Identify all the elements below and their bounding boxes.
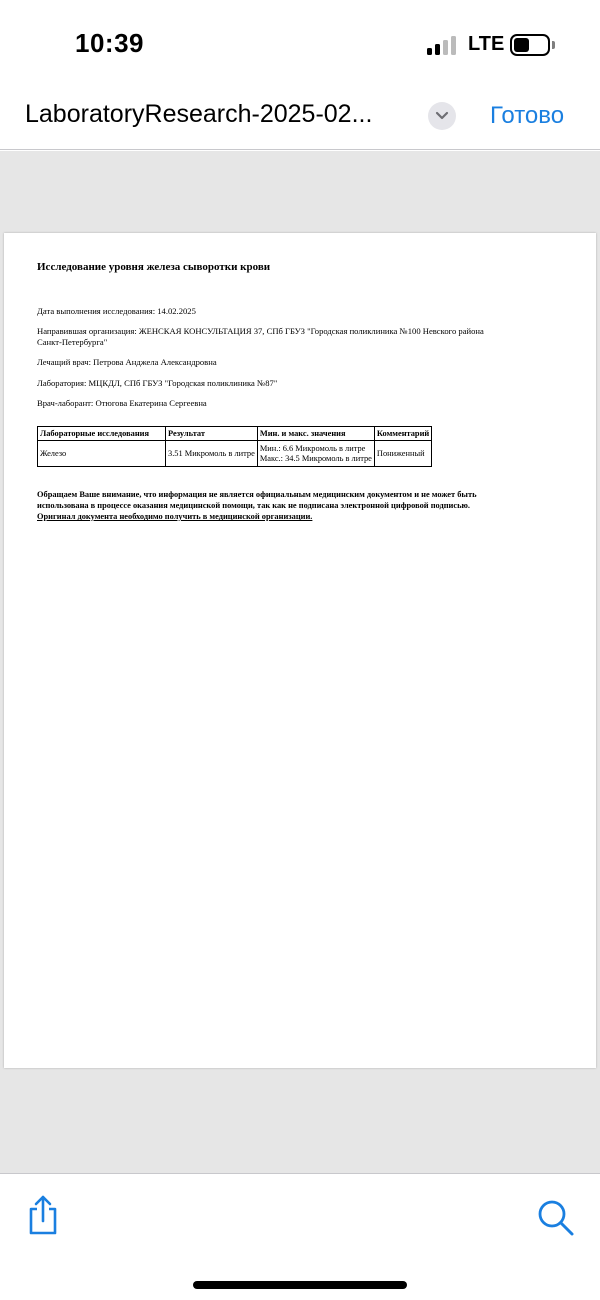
laboratory-line: Лаборатория: МЦКДЛ, СПб ГБУЗ "Городская поликлиника №87" (37, 378, 278, 388)
header-result: Результат (166, 427, 258, 441)
cell-range (257, 441, 374, 467)
doctor-line: Лечащий врач: Петрова Анджела Александровна (37, 357, 217, 367)
date-line: Дата выполнения исследования: 14.02.2025 (37, 306, 196, 316)
lab-doctor-line: Врач-лаборант: Отюгова Екатерина Сергеевна (37, 398, 207, 408)
header-comment: Комментарий (374, 427, 431, 441)
done-button[interactable]: Готово (490, 102, 565, 129)
table-header-row (38, 427, 432, 441)
results-table (37, 426, 432, 467)
status-time: 10:39 (75, 28, 144, 58)
battery-cap (552, 41, 555, 49)
range-max: Макс.: 34.5 Микромоль в литре (259, 453, 372, 463)
cell-test: Железо (38, 441, 166, 467)
disclaimer-notice (37, 489, 557, 522)
table-row (38, 441, 432, 467)
search-icon (536, 1198, 576, 1238)
home-indicator[interactable] (193, 1281, 407, 1289)
header-test: Лабораторные исследования (38, 427, 166, 441)
notice-line-2: использована в процессе оказания медицинской помощи, так как не подписана электронной цифровой подписью. (37, 501, 470, 510)
search-button[interactable] (536, 1198, 576, 1238)
header-range: Мин. и макс. значения (257, 427, 374, 441)
organization-line-2: Санкт-Петербурга" (37, 337, 108, 347)
cellular-signal-icon (427, 35, 459, 55)
document-title[interactable]: LaboratoryResearch-2025-02... (25, 100, 373, 128)
document-viewer[interactable] (0, 151, 600, 1173)
network-type: LTE (468, 33, 505, 55)
notice-line-3: Оригинал документа необходимо получить в медицинской организации. (37, 512, 313, 521)
battery-icon (510, 34, 550, 56)
notice-line-1: Обращаем Ваше внимание, что информация не является официальным медицинским документом и не может быть (37, 490, 477, 499)
bottom-toolbar (0, 1173, 600, 1300)
chevron-down-icon[interactable] (428, 102, 456, 130)
navigation-bar (0, 90, 600, 150)
cell-comment: Пониженный (374, 441, 431, 467)
range-min: Мин.: 6.6 Микромоль в литре (259, 443, 366, 453)
pdf-page (4, 233, 596, 1068)
status-bar (0, 0, 600, 90)
document-heading: Исследование уровня железа сыворотки крови (37, 261, 271, 273)
cell-result: 3.51 Микромоль в литре (166, 441, 258, 467)
organization-line-1: Направившая организация: ЖЕНСКАЯ КОНСУЛЬТАЦИЯ 37, СПб ГБУЗ "Городская поликлиника №100 Невского района (37, 326, 484, 336)
share-icon (26, 1194, 60, 1236)
share-button[interactable] (26, 1194, 60, 1236)
